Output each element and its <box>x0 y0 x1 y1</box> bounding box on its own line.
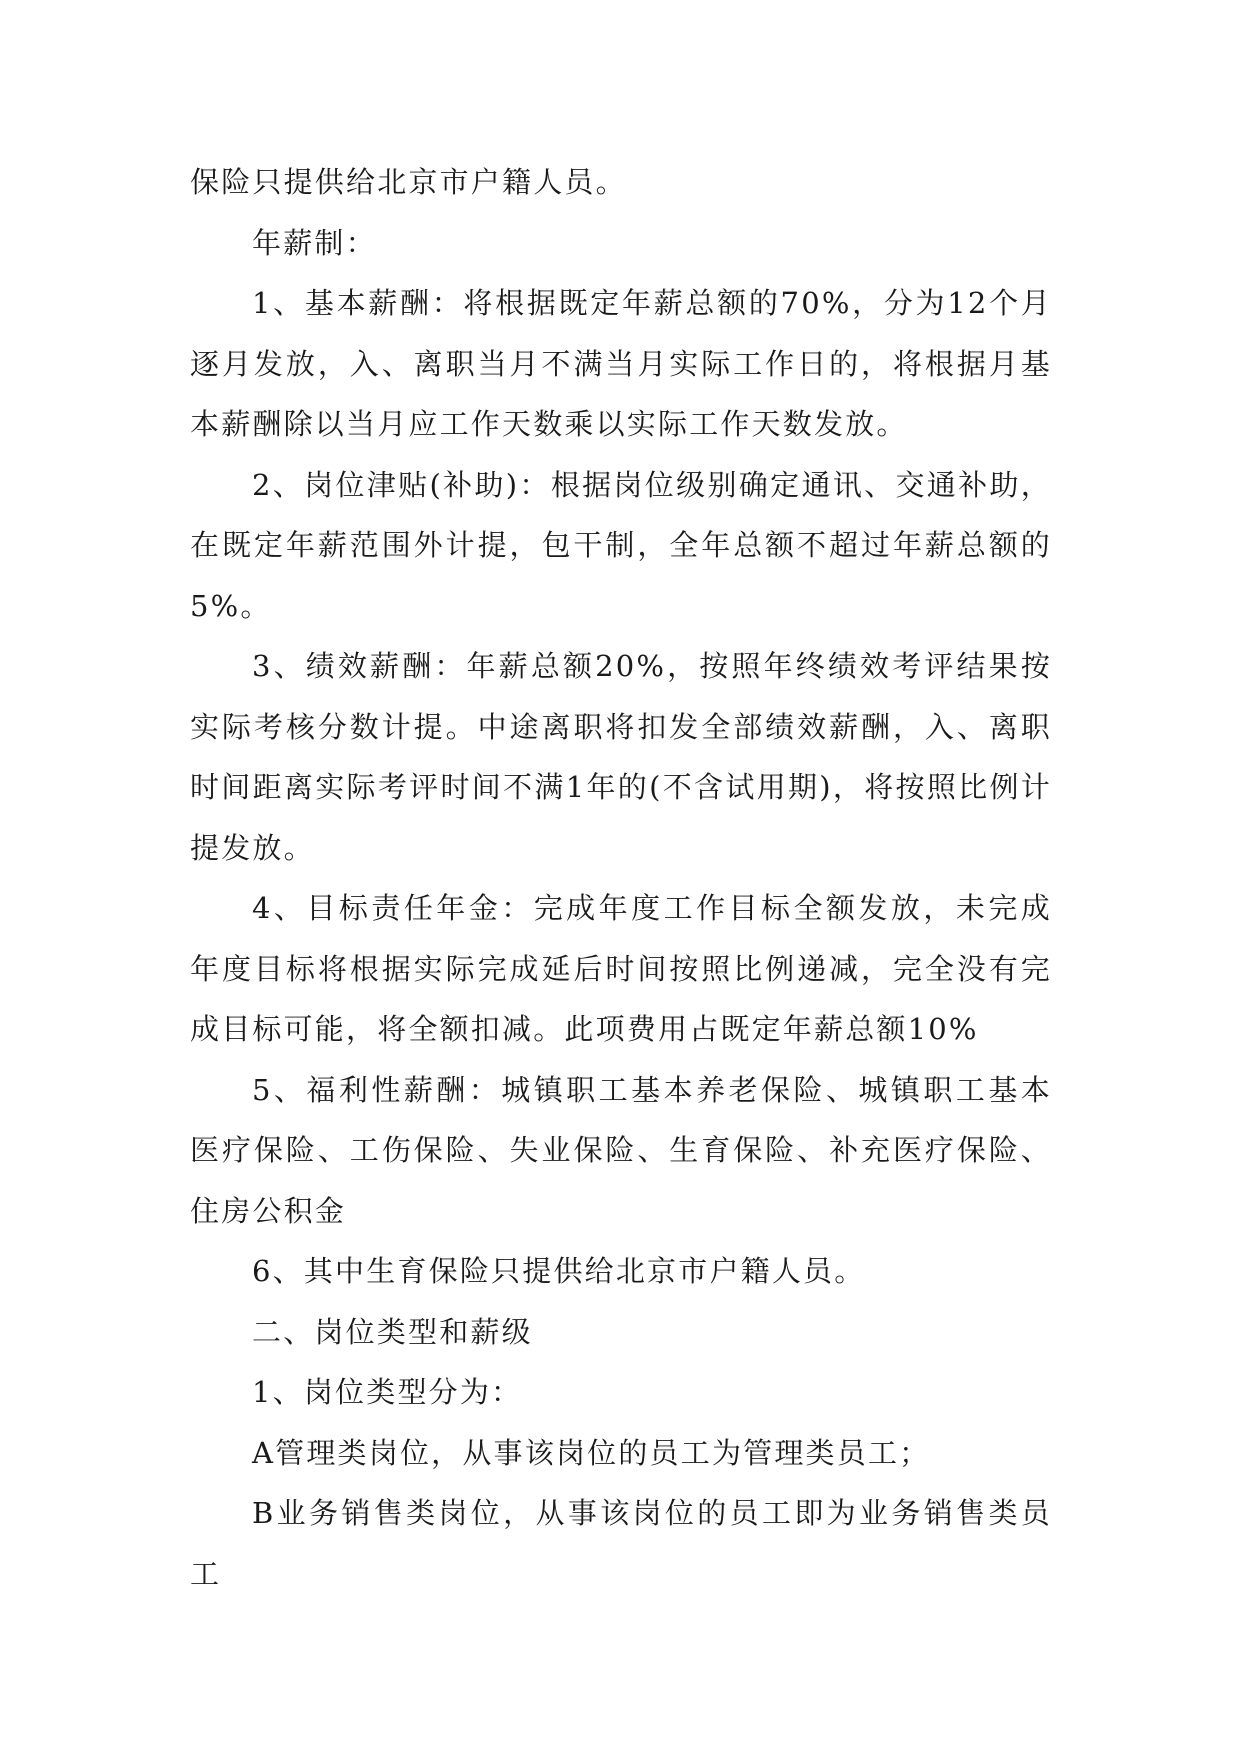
paragraph-performance-pay: 3、绩效薪酬：年薪总额20%，按照年终绩效考评结果按实际考核分数计提。中途离职将扣发全部绩效薪酬，入、离职时间距离实际考评时间不满1年的(不含试用期)，将按照比例计提发放。 <box>190 649 1052 865</box>
paragraph-annual-salary-heading: 年薪制： <box>252 225 377 260</box>
paragraph-insurance-note: 保险只提供给北京市户籍人员。 <box>190 165 627 199</box>
paragraph-target-annuity: 4、目标责任年金：完成年度工作目标全额发放，未完成年度目标将根据实际完成延后时间按照比例递减，完全没有完成目标可能，将全额扣减。此项费用占既定年薪总额10% <box>190 891 1052 1046</box>
paragraph-basic-salary: 1、基本薪酬：将根据既定年薪总额的70%，分为12个月逐月发放，入、离职当月不满当月实际工作日的，将根据月基本薪酬除以当月应工作天数乘以实际工作天数发放。 <box>190 286 1052 441</box>
paragraph-position-types: 1、岗位类型分为： <box>252 1375 523 1409</box>
paragraph-welfare-pay: 5、福利性薪酬：城镇职工基本养老保险、城镇职工基本医疗保险、工伤保险、失业保险、生育保险、补充医疗保险、住房公积金 <box>190 1072 1052 1228</box>
paragraph-maternity-note: 6、其中生育保险只提供给北京市户籍人员。 <box>252 1254 866 1288</box>
document-body <box>190 152 1052 1604</box>
paragraph-type-b: B业务销售类岗位，从事该岗位的员工即为业务销售类员工 <box>190 1496 1052 1591</box>
paragraph-section-two-heading: 二、岗位类型和薪级 <box>252 1314 533 1349</box>
paragraph-type-a: A管理类岗位，从事该岗位的员工为管理类员工； <box>252 1435 931 1470</box>
paragraph-position-allowance: 2、岗位津贴(补助)：根据岗位级别确定通讯、交通补助，在既定年薪范围外计提，包干制，全年总额不超过年薪总额的5%。 <box>190 467 1052 623</box>
